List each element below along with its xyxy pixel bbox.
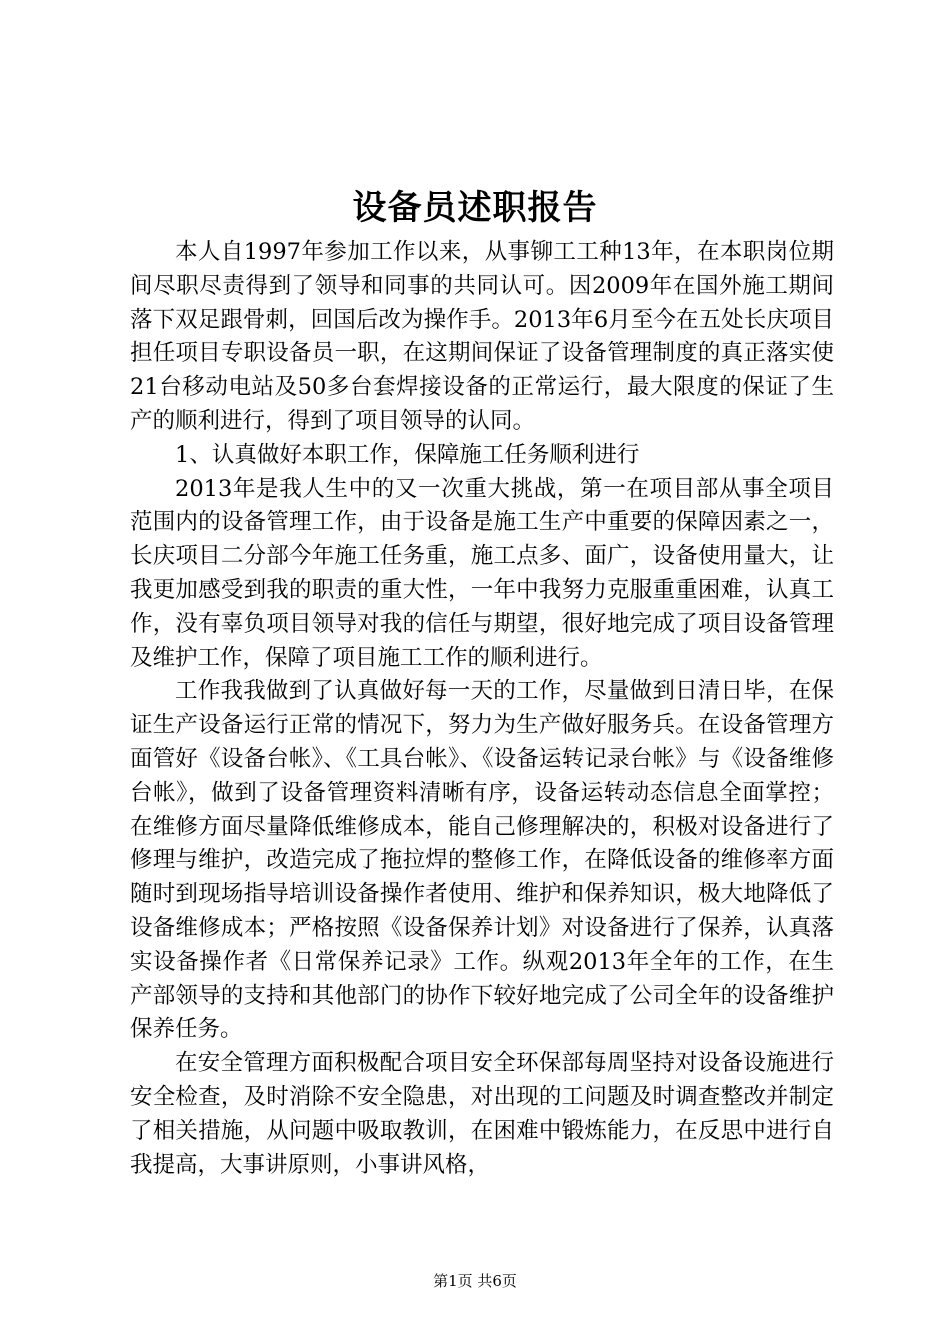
section-heading-1: 1、认真做好本职工作，保障施工任务顺利进行 bbox=[175, 441, 640, 468]
paragraph-daily-work: 工作我我做到了认真做好每一天的工作，尽量做到日清日毕，在保证生产设备运行正常的情况下，努力为生产做好服务兵。在设备管理方面管好《设备台帐》、《工具台帐》、《设备运转记录台帐》与《设备维修台帐》，做到了设备管理资料清晰有序，设备运转动态信息全面掌控；在维修方面尽量降低维修成本，能自己修理解决的，积极对设备进行了修理与维护，改造完成了拖拉焊的整修工作，在降低设备的维修率方面随时到现场指导培训设备操作者使用、维护和保养知识，极大地降低了设备维修成本；严格按照《设备保养计划》对设备进行了保养，认真落实设备操作者《日常保养记录》工作。纵观2013年全年的工作，在生产部领导的支持和其他部门的协作下较好地完成了公司全年的设备维护保养任务。 bbox=[130, 678, 834, 1043]
paragraph-intro: 本人自1997年参加工作以来，从事铆工工种13年，在本职岗位期间尽职尽责得到了领导和同事的共同认可。因2009年在国外施工期间落下双足跟骨刺，回国后改为操作手。2013年6月至今在五处长庆项目担任项目专职设备员一职，在这期间保证了设备管理制度的真正落实使21台移动电站及50多台套焊接设备的正常运行，最大限度的保证了生产的顺利进行，得到了项目领导的认同。 bbox=[130, 239, 834, 434]
paragraph-safety: 在安全管理方面积极配合项目安全环保部每周坚持对设备设施进行安全检查，及时消除不安全隐患，对出现的工问题及时调查整改并制定了相关措施，从问题中吸取教训，在困难中锻炼能力，在反思中进行自我提高，大事讲原则，小事讲风格， bbox=[130, 1050, 834, 1178]
document-body bbox=[130, 236, 834, 1182]
paragraph-2013-challenge: 2013年是我人生中的又一次重大挑战，第一在项目部从事全项目范围内的设备管理工作，由于设备是施工生产中重要的保障因素之一，长庆项目二分部今年施工任务重，施工点多、面广，设备使用量大，让我更加感受到我的职责的重大性，一年中我努力克服重重困难，认真工作，没有辜负项目领导对我的信任与期望，很好地完成了项目设备管理及维护工作，保障了项目施工工作的顺利进行。 bbox=[130, 475, 834, 671]
document-title: 设备员述职报告 bbox=[352, 188, 598, 228]
page-footer: 第1页 共6页 bbox=[433, 1272, 517, 1290]
